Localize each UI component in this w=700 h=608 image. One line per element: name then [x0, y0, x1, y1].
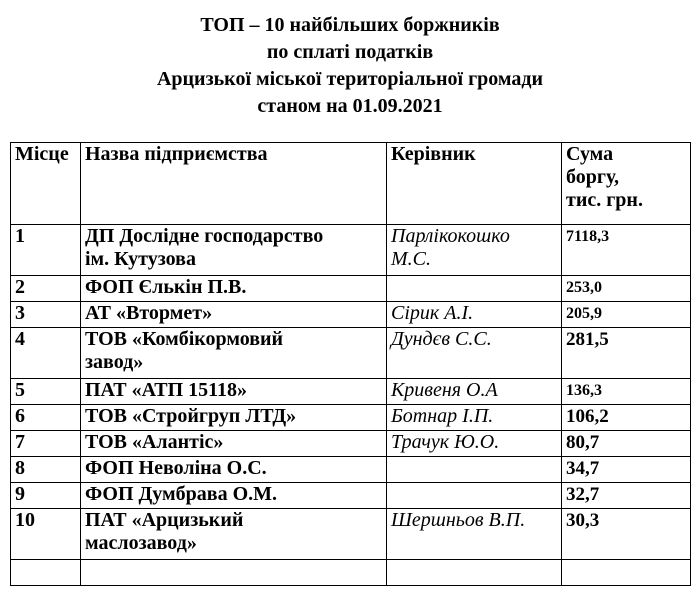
row-director: Ботнар І.П.	[387, 405, 562, 431]
company-name-line-2: маслозавод»	[85, 532, 197, 554]
title-line-4: станом на 01.09.2021	[257, 95, 443, 117]
row-debt-sum: 30,3	[562, 509, 691, 560]
row-company-name	[81, 225, 387, 276]
company-name-line-1: ТОВ «Комбікормовий	[85, 328, 284, 350]
row-place: 4	[11, 328, 81, 379]
company-name-line-2: ім. Кутузова	[85, 248, 196, 270]
empty-cell	[387, 560, 562, 586]
row-place: 9	[11, 483, 81, 509]
row-place: 3	[11, 302, 81, 328]
company-name-line-1: ДП Дослідне господарство	[85, 225, 324, 247]
row-place: 8	[11, 457, 81, 483]
row-director	[387, 483, 562, 509]
table-row	[11, 457, 691, 483]
header-sum-line-3: тис. грн.	[566, 189, 643, 211]
title-line-1: ТОП – 10 найбільших боржників	[200, 14, 500, 36]
header-director: Керівник	[387, 143, 562, 225]
row-company-name: ТОВ «Стройгруп ЛТД»	[81, 405, 387, 431]
row-company-name	[81, 328, 387, 379]
title-line-3: Арцизької міської територіальної громади	[156, 68, 544, 90]
row-director	[387, 457, 562, 483]
table-row	[11, 509, 691, 560]
company-name-line-2: завод»	[85, 351, 144, 373]
row-company-name	[81, 509, 387, 560]
row-debt-sum: 106,2	[562, 405, 691, 431]
empty-table-row	[11, 560, 691, 586]
row-debt-sum: 34,7	[562, 457, 691, 483]
title-line-2: по сплаті податків	[266, 41, 434, 63]
director-line-1: Парлікокошко	[391, 225, 510, 247]
row-debt-sum: 80,7	[562, 431, 691, 457]
empty-cell	[11, 560, 81, 586]
table-row	[11, 483, 691, 509]
table-row	[11, 328, 691, 379]
row-director	[387, 276, 562, 302]
row-place: 7	[11, 431, 81, 457]
row-company-name: ФОП Єлькін П.В.	[81, 276, 387, 302]
row-place: 10	[11, 509, 81, 560]
row-debt-sum: 32,7	[562, 483, 691, 509]
table-row	[11, 405, 691, 431]
table-row	[11, 379, 691, 405]
row-company-name: ФОП Думбрава О.М.	[81, 483, 387, 509]
row-director: Шершньов В.П.	[387, 509, 562, 560]
row-company-name: АТ «Втормет»	[81, 302, 387, 328]
row-director: Трачук Ю.О.	[387, 431, 562, 457]
row-company-name: ТОВ «Алантіс»	[81, 431, 387, 457]
row-place: 5	[11, 379, 81, 405]
header-company-name: Назва підприємства	[81, 143, 387, 225]
row-debt-sum: 205,9	[562, 302, 691, 328]
empty-cell	[81, 560, 387, 586]
row-debt-sum: 253,0	[562, 276, 691, 302]
row-director: Дундєв С.С.	[387, 328, 562, 379]
header-sum-line-2: боргу,	[566, 166, 619, 188]
row-place: 2	[11, 276, 81, 302]
row-director: Кривеня О.А	[387, 379, 562, 405]
company-name-line-1: ПАТ «Арцизький	[85, 509, 244, 531]
table-row	[11, 431, 691, 457]
row-debt-sum: 136,3	[562, 379, 691, 405]
row-director: Сірик А.І.	[387, 302, 562, 328]
row-company-name: ПАТ «АТП 15118»	[81, 379, 387, 405]
row-director	[387, 225, 562, 276]
row-company-name: ФОП Неволіна О.С.	[81, 457, 387, 483]
row-place: 1	[11, 225, 81, 276]
row-debt-sum: 281,5	[562, 328, 691, 379]
table-row	[11, 302, 691, 328]
row-debt-sum: 7118,3	[562, 225, 691, 276]
header-sum-line-1: Сума	[566, 143, 614, 165]
table-row	[11, 225, 691, 276]
document-title	[0, 12, 700, 120]
empty-cell	[562, 560, 691, 586]
row-place: 6	[11, 405, 81, 431]
table-header-row	[11, 143, 691, 225]
director-line-2: М.С.	[391, 248, 431, 270]
debtors-table	[10, 142, 691, 586]
header-debt-sum	[562, 143, 691, 225]
header-place: Місце	[11, 143, 81, 225]
table-row	[11, 276, 691, 302]
